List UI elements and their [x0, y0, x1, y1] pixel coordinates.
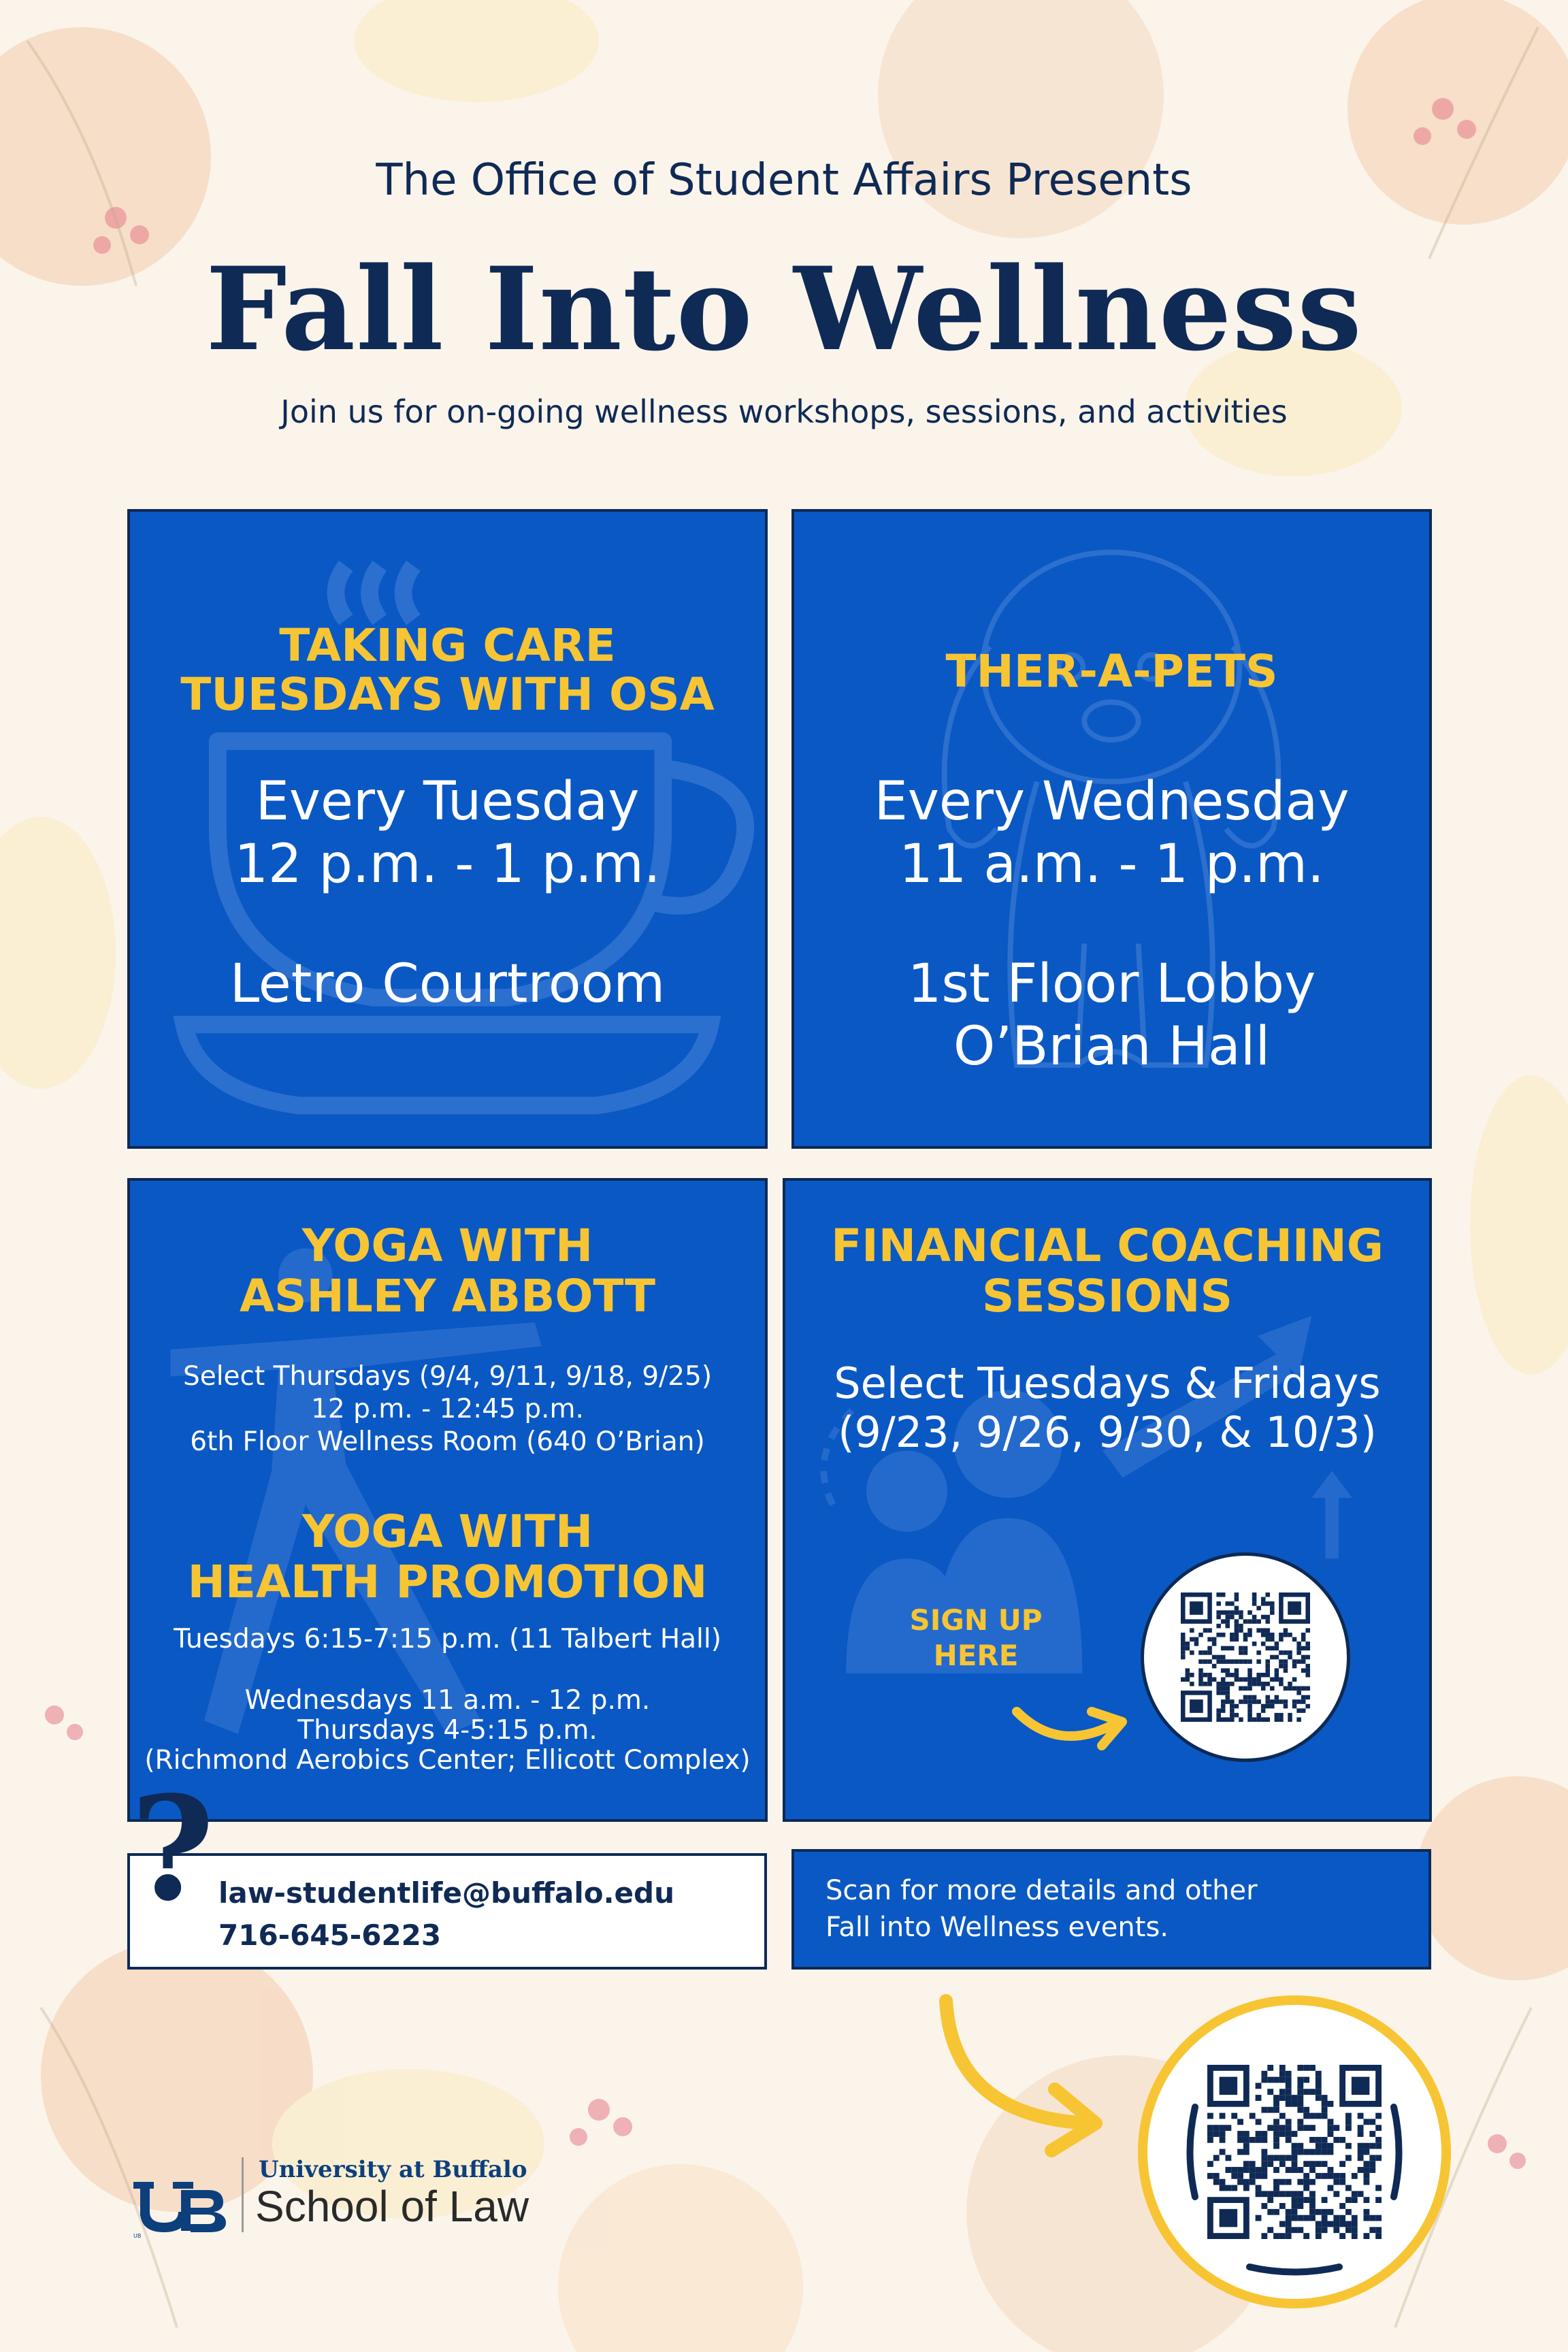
card-title: THER-A-PETS [945, 645, 1278, 698]
event-day: Every Wednesday [874, 771, 1350, 832]
event-time: 11 a.m. - 1 p.m. [899, 834, 1324, 895]
event-dates: (9/23, 9/26, 9/30, & 10/3) [838, 1407, 1377, 1457]
contact-phone[interactable]: 716-645-6223 [218, 1918, 442, 1952]
event-location: O’Brian Hall [953, 1016, 1271, 1077]
card-financial-coaching [783, 1178, 1432, 1822]
card-title: ASHLEY ABBOTT [239, 1270, 656, 1322]
card-title: YOGA WITH [301, 1505, 593, 1558]
presenter-line: The Office of Student Affairs Presents [376, 155, 1192, 206]
event-time: 12 p.m. - 12:45 p.m. [311, 1394, 584, 1424]
event-location: Letro Courtroom [229, 953, 666, 1015]
event-day: Select Tuesdays & Fridays [834, 1358, 1381, 1408]
event-location: 1st Floor Lobby [907, 953, 1316, 1015]
event-dates: Select Thursdays (9/4, 9/11, 9/18, 9/25) [182, 1361, 713, 1392]
question-mark-icon: ? [131, 1765, 215, 1933]
event-day: Every Tuesday [255, 771, 640, 832]
qr-code-pattern [1181, 1592, 1310, 1722]
arrow-icon [926, 1987, 1116, 2164]
event-line: Thursdays 4-5:15 p.m. [297, 1715, 598, 1746]
event-location: 6th Floor Wellness Room (640 O’Brian) [190, 1426, 705, 1457]
card-yoga [127, 1178, 768, 1822]
tagline: Join us for on-going wellness workshops, sessions, and activities [280, 393, 1288, 430]
card-title: HEALTH PROMOTION [187, 1556, 708, 1608]
qr-code-pattern [1207, 2065, 1382, 2239]
scan-line: Fall into Wellness events. [826, 1912, 1169, 1943]
school-name: School of Law [255, 2182, 529, 2231]
scan-info-box [791, 1849, 1431, 1970]
card-title: YOGA WITH [301, 1220, 593, 1272]
card-title: TUESDAYS WITH OSA [180, 668, 715, 721]
card-title: TAKING CARE [279, 619, 616, 672]
event-line: Wednesdays 11 a.m. - 12 p.m. [244, 1685, 651, 1716]
event-line: Tuesdays 6:15-7:15 p.m. (11 Talbert Hall) [174, 1624, 721, 1654]
footer-divider [242, 2157, 244, 2232]
card-taking-care [127, 509, 768, 1149]
event-line: (Richmond Aerobics Center; Ellicott Complex) [144, 1745, 751, 1776]
event-time: 12 p.m. - 1 p.m. [234, 834, 661, 895]
card-title: SESSIONS [981, 1270, 1233, 1322]
card-title: FINANCIAL COACHING [831, 1220, 1384, 1272]
contact-email[interactable]: law-studentlife@buffalo.edu [218, 1876, 675, 1910]
university-name: University at Buffalo [259, 2156, 527, 2183]
events-qr-code[interactable] [1138, 1995, 1451, 2308]
sign-up-qr-code[interactable] [1141, 1552, 1350, 1762]
sign-up-line: SIGN UP [909, 1603, 1043, 1637]
scan-line: Scan for more details and other [826, 1875, 1258, 1906]
sign-up-label [908, 1603, 1044, 1673]
sign-up-line: HERE [933, 1639, 1019, 1672]
page-title: Fall Into Wellness [206, 242, 1362, 376]
ub-logo-mark: UB [133, 2233, 142, 2239]
ub-logo-icon [133, 2178, 229, 2239]
card-ther-a-pets [791, 509, 1432, 1149]
arrow-icon [1010, 1684, 1132, 1759]
contact-box [127, 1853, 767, 1970]
